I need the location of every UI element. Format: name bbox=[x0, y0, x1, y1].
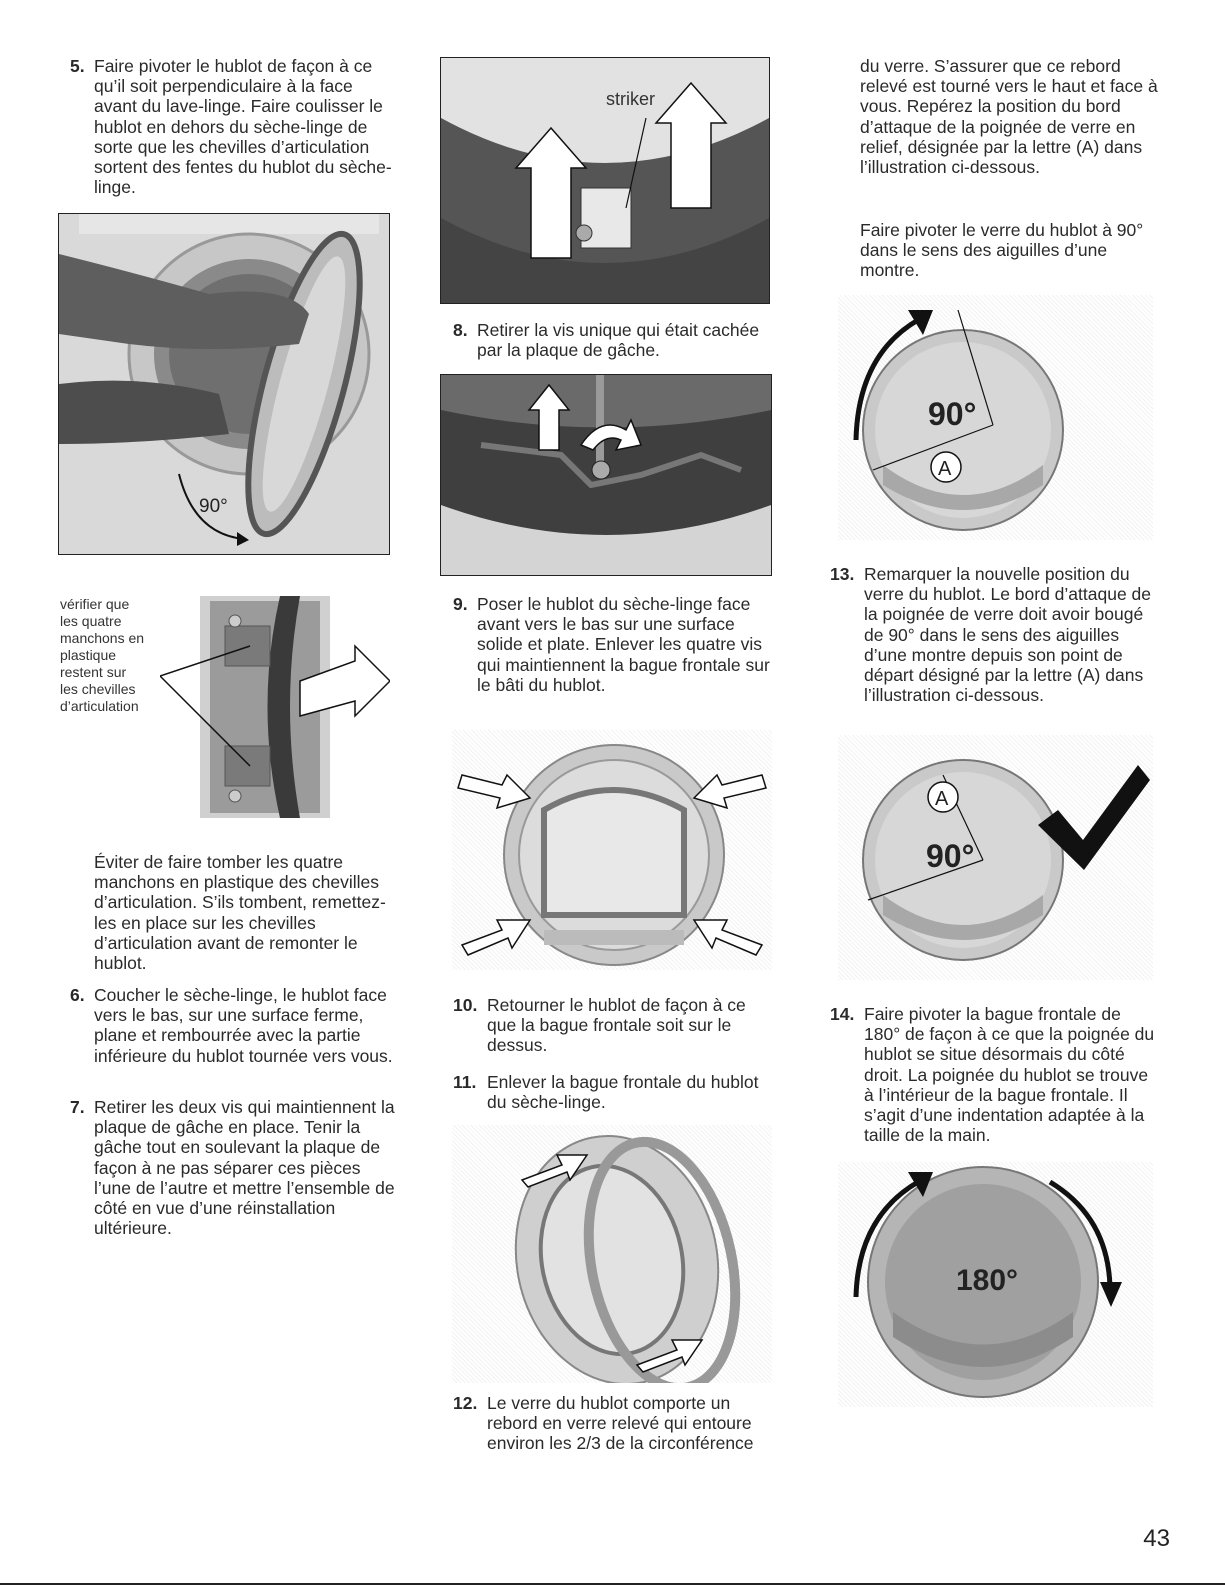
step-number: 6. bbox=[70, 985, 85, 1005]
step-text: Faire pivoter le hublot de façon à ce qu’il soit perpendiculaire à la face avant du lave-linge. Faire coulisser le hublot en dehors du sèche-linge de sorte que les chevilles d’articulation sortent des fentes du hublot du sèche-linge. bbox=[94, 56, 392, 198]
step-text: Le verre du hublot comporte un rebord en verre relevé qui entoure environ les 2/3 de la circonférence bbox=[487, 1393, 754, 1454]
step-number: 10. bbox=[453, 995, 478, 1015]
angle-label: 90° bbox=[928, 396, 977, 432]
sleeve-caption bbox=[60, 596, 170, 715]
step-text: Retirer la vis unique qui était cachée par la plaque de gâche. bbox=[477, 320, 760, 361]
hinge-sleeve-figure bbox=[160, 596, 390, 818]
letter-label: A bbox=[938, 458, 952, 480]
step-text: Coucher le sèche-linge, le hublot face vers le bas, sur une surface ferme, plane et rembourrée avec la partie inférieure du hublot tournée vers vous. bbox=[94, 985, 393, 1066]
angle-label: 180° bbox=[956, 1264, 1019, 1297]
step-9 bbox=[453, 594, 778, 695]
angle-label: 90° bbox=[926, 838, 975, 874]
remove-front-ring-figure bbox=[452, 1125, 772, 1383]
step-number: 8. bbox=[453, 320, 468, 340]
front-ring-screws-figure bbox=[452, 730, 772, 970]
step-text: Poser le hublot du sèche-linge face avant vers le bas sur une surface solide et plate. Enlever les quatre vis qui maintiennent la bague frontale sur le bâti du hublot. bbox=[477, 594, 770, 695]
step-6 bbox=[70, 985, 395, 1066]
step-number: 9. bbox=[453, 594, 468, 614]
step-text: Retirer les deux vis qui maintiennent la plaque de gâche en place. Tenir la gâche tout en soulevant la plaque de façon à ne pas séparer ces pièces l’une de l’autre et mettre l’ensemble de côté en vue d’une réinstallation ultérieure. bbox=[94, 1097, 395, 1239]
caption-line: les quatre bbox=[60, 613, 122, 629]
step-text: Remarquer la nouvelle position du verre du hublot. Le bord d’attaque de la poignée de verre doit avoir bougé de 90° dans le sens des aiguilles d’une montre depuis son point de départ désigné par la lettre (A) dans l’illustration ci-dessous. bbox=[864, 564, 1152, 706]
step-text: Enlever la bague frontale du hublot du sèche-linge. bbox=[487, 1072, 759, 1113]
step-text: Retourner le hublot de façon à ce que la bague frontale soit sur le dessus. bbox=[487, 995, 746, 1056]
caption-line: manchons en bbox=[60, 630, 145, 646]
step-number: 12. bbox=[453, 1393, 478, 1413]
step-number: 5. bbox=[70, 56, 85, 76]
step-12 bbox=[453, 1393, 778, 1454]
step-14 bbox=[830, 1004, 1160, 1145]
step-number: 11. bbox=[453, 1072, 477, 1092]
front-ring-rotate-180-figure bbox=[838, 1162, 1153, 1407]
striker-figure bbox=[440, 57, 770, 304]
screw-removal-figure bbox=[440, 374, 772, 576]
step-10 bbox=[453, 995, 778, 1056]
door-pivot-figure bbox=[58, 213, 390, 555]
caption-line: restent sur bbox=[60, 664, 127, 680]
step-number: 14. bbox=[830, 1004, 855, 1024]
caption-line: vérifier que bbox=[60, 596, 130, 612]
angle-label: 90° bbox=[199, 496, 228, 517]
page-number: 43 bbox=[1143, 1525, 1170, 1552]
rotate-instruction bbox=[860, 220, 1150, 281]
step-11 bbox=[453, 1072, 778, 1112]
step-13 bbox=[830, 564, 1155, 705]
note-text: Éviter de faire tomber les quatre manchons en plastique des chevilles d’articulation. S’ils tombent, remettez-les en place sur les chevilles d’articulation avant de remonter le hublot. bbox=[94, 852, 386, 974]
step-12-continued bbox=[860, 56, 1160, 177]
step-text: Faire pivoter la bague frontale de 180° de façon à ce que la poignée du hublot se situe désormais du côté droit. La poignée du hublot se trouve à l’intérieur de la bague frontale. Il s’agit d’une indentation adaptée à la taille de la main. bbox=[864, 1004, 1155, 1146]
step-7 bbox=[70, 1097, 395, 1238]
rotate-instruction-text: Faire pivoter le verre du hublot à 90° dans le sens des aiguilles d’une montre. bbox=[860, 220, 1144, 281]
caption-line: plastique bbox=[60, 647, 117, 663]
glass-rotate-90-figure bbox=[838, 295, 1153, 540]
step-8 bbox=[453, 320, 773, 360]
step-number: 7. bbox=[70, 1097, 85, 1117]
step-number: 13. bbox=[830, 564, 855, 584]
note-paragraph bbox=[94, 852, 394, 973]
caption-line: les chevilles bbox=[60, 681, 136, 697]
step-5 bbox=[70, 56, 395, 197]
caption-line: d’articulation bbox=[60, 698, 139, 714]
glass-new-position-figure bbox=[838, 735, 1153, 980]
letter-label: A bbox=[935, 788, 949, 810]
step-12-continued-text: du verre. S’assurer que ce rebord relevé est tourné vers le haut et face à vous. Repérez la position du bord d’attaque de la poignée de verre en relief, désignée par la lettre (A) dans l’illustration ci-dessous. bbox=[860, 56, 1158, 178]
striker-label: striker bbox=[606, 89, 655, 109]
